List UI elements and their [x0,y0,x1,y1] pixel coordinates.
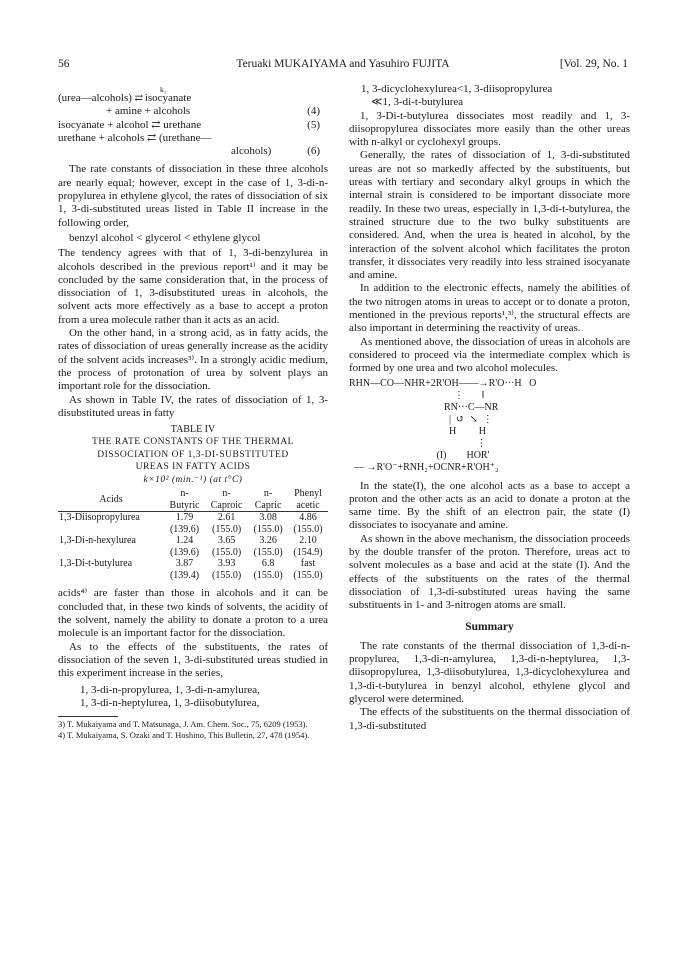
section-heading: Summary [465,620,514,633]
column-header: n- Capric [248,488,288,512]
eq4-line2: + amine + alcohols [106,105,191,118]
rate-constant-label: k₁ [160,85,167,94]
alcohol-order: benzyl alcohol < glycerol < ethylene glycol [69,231,261,244]
eq6-line1: urethane + alcohols ⇄ (urethane— [58,131,212,144]
left-column [58,83,328,740]
table-cell: 2.61 (155.0) [211,512,242,535]
table-cell: 3.65 (155.0) [211,535,242,558]
eq6-line2: alcohols) [231,145,272,158]
equilibrium-arrow-icon: ⇄ [134,93,143,104]
footnote: 4) T. Mukaiyama, S. Ozaki and T. Hoshino, This Bulletin, 27, 478 (1954). [58,729,310,740]
table-cell: 3.93 (155.0) [211,558,242,581]
right-column [349,83,630,733]
paragraph: In addition to the electronic effects, namely the abilities of the two nitrogen atoms in ureas to accept or to donate a proton, mentioned in the previous reports¹,³⁾, the structural effects are also important in determining the reactivity of ureas. [349,282,630,335]
running-head-authors: Teruaki MUKAIYAMA and Yasuhiro FUJITA [236,58,450,70]
equation-4 [58,83,328,119]
paragraph: The rate constants of the thermal dissociation of 1,3-di-n-propylurea, 1,3-di-n-amylurea, 1,3-di-n-heptylurea, 1,3-diisopropylurea, 1,3-diisobutylurea, 1,3-dicyclohexylurea and 1,3-di-t-butylurea in benzyl alcohol, ethylene glycol and glycerol were determined. [349,639,630,705]
eq4-number: (4) [307,105,320,118]
urea-series: 1, 3-di-n-heptylurea, 1, 3-diisobutylurea, [80,696,260,709]
footnote-rule [58,716,118,717]
paragraph: As to the effects of the substituents, the rates of dissociation of the seven 1, 3-di-substituted ureas studied in this experiment increase in the series, [58,640,328,680]
table-row [58,558,328,581]
page-number: 56 [58,58,70,70]
table-cell: 2.10 (154.9) [293,535,323,558]
table-caption: THE RATE CONSTANTS OF THE THERMAL [92,437,294,448]
paragraph: As shown in Table IV, the rates of dissociation of 1, 3-disubstituted ureas in fatty [58,393,328,419]
running-header [58,58,628,72]
eq5-number: (5) [307,118,320,131]
table-cell: 3.26 (155.0) [253,535,283,558]
paragraph: 1, 3-Di-t-butylurea dissociates most readily and 1, 3-diisopropylurea dissociates more easily than the other ureas with n-alkyl or cyclohexyl groups. [349,109,630,149]
eq6-number: (6) [307,145,320,158]
table-cell: 1.24 (139.6) [169,535,200,558]
equation-5 [58,119,328,132]
urea-series: ≪1, 3-di-t-butylurea [371,96,464,109]
paragraph: The effects of the substituents on the thermal dissociation of 1,3-di-substituted [349,706,630,732]
table-row [58,512,328,536]
paragraph: As mentioned above, the dissociation of ureas in alcohols are considered to proceed via the intermediate complex which is formed by one urea and two alcohol molecules. [349,335,630,375]
table-cell: 3.87 (139.4) [169,558,200,581]
paragraph: In the state(I), the one alcohol acts as a base to accept a proton and the other acts as an acid to donate a proton at the same time. By the shift of an electron pair, the state (I) dissociates to isocyanate and amine. [349,479,630,532]
paragraph: Generally, the rates of dissociation of 1, 3-di-substituted ureas are not so markedly affected by the substituents, but ureas with tertiary and secondary alkyl groups in which the internal strain is considered to be important dissociate more readily. In these two ureas, especially in 1,3-di-t-butylurea, the strained structure due to the two bulky substituents are considered. And, when the urea is heated in alcohol, by the interaction of the solvent alcohol which facilitates the proton transfer, it dissociates very readily into less strained isocyanate and amine. [349,149,630,282]
equation-6 [58,132,328,159]
eq4-lhs: (urea—alcohols) [58,92,132,104]
table-iv [58,423,328,581]
table-cell: fast (155.0) [293,558,323,581]
urea-series: 1, 3-di-n-propylurea, 1, 3-di-n-amylurea, [80,683,260,696]
eq5-body: isocyanate + alcohol ⇄ urethane [58,118,202,131]
table-cell: 6.8 (155.0) [253,558,283,581]
paragraph: The tendency agrees with that of 1, 3-di-benzylurea in alcohols described in the previous report¹⁾ and it may be concluded by the same consideration that, in the process of dissociation of 1, 3-disubstituted ureas in alcohols, the solvent acts more effectively as a base to accept a proton from a urea molecule rather than it acts as an acid. [58,247,328,326]
table-cell: 1.79 (139.6) [169,512,200,535]
table-cell: 4.86 (155.0) [293,512,323,535]
table-cell: 1,3-Di-t-butylurea [59,558,133,570]
eq4-rhs: isocyanate [144,92,192,104]
table-row [58,535,328,558]
footnote: 3) T. Mukaiyama and T. Matsunaga, J. Am. Chem. Soc., 75, 6209 (1953). [58,719,308,730]
paragraph: On the other hand, in a strong acid, as in fatty acids, the rates of dissociation of ureas generally increase as the acidity of the solvent acids increases³⁾. In a strongly acidic medium, the process of protonation of urea by solvent plays an important role for the dissociation. [58,327,328,393]
column-header: Phenyl acetic [288,488,328,512]
table-caption: DISSOCIATION OF 1,3-DI-SUBSTITUTED [97,449,289,460]
table-units: k×10² (min.⁻¹) (at t°C) [143,474,243,485]
column-header: Acids [58,488,164,512]
reaction-mechanism: RHN—CO—NHR+2R'OH——→R'O···H O ⋮ ‖ RN···C—NR | ↺ ↘ ⋮ H H ⋮ (I) HOR' — →R'O⁻+RNH₂+OCNR+R'OH⁺₂ [349,377,537,473]
urea-series: 1, 3-dicyclohexylurea<1, 3-diisopropylurea [361,83,553,95]
table-cell: 3.08 (155.0) [253,512,283,535]
table-cell: 1,3-Di-n-hexylurea [59,535,136,547]
paragraph: As shown in the above mechanism, the dissociation proceeds by the double transfer of the proton. Therefore, ureas act to solvent molecules as a base and acid at the state (I). And the effects of the substituents on the rates of the thermal dissociation of 1,3-di-substituted ureas having the same substituents in 1- and 3-nitrogen atoms are small. [349,532,630,612]
table-caption: UREAS IN FATTY ACIDS [135,462,251,473]
table-title: TABLE IV [170,424,216,436]
volume-info: [Vol. 29, No. 1 [559,58,628,70]
paragraph: acids⁴⁾ are faster than those in alcohols and it can be concluded that, in these two kinds of solvents, the acidity of the solvent, namely the ability to donate a proton to a urea molecule is an important factor for the dissociation. [58,587,328,640]
paragraph: The rate constants of dissociation in these three alcohols are nearly equal; however, except in the case of 1, 3-di-n-propylurea in ethylene glycol, the rates of dissociation of six 1, 3-di-substituted ureas listed in Table II increase in the following order, [58,163,328,229]
column-header: n- Butyric [164,488,205,512]
table-cell: 1,3-Diisopropylurea [59,512,140,524]
column-header: n- Caproic [205,488,248,512]
rate-table [58,488,328,581]
